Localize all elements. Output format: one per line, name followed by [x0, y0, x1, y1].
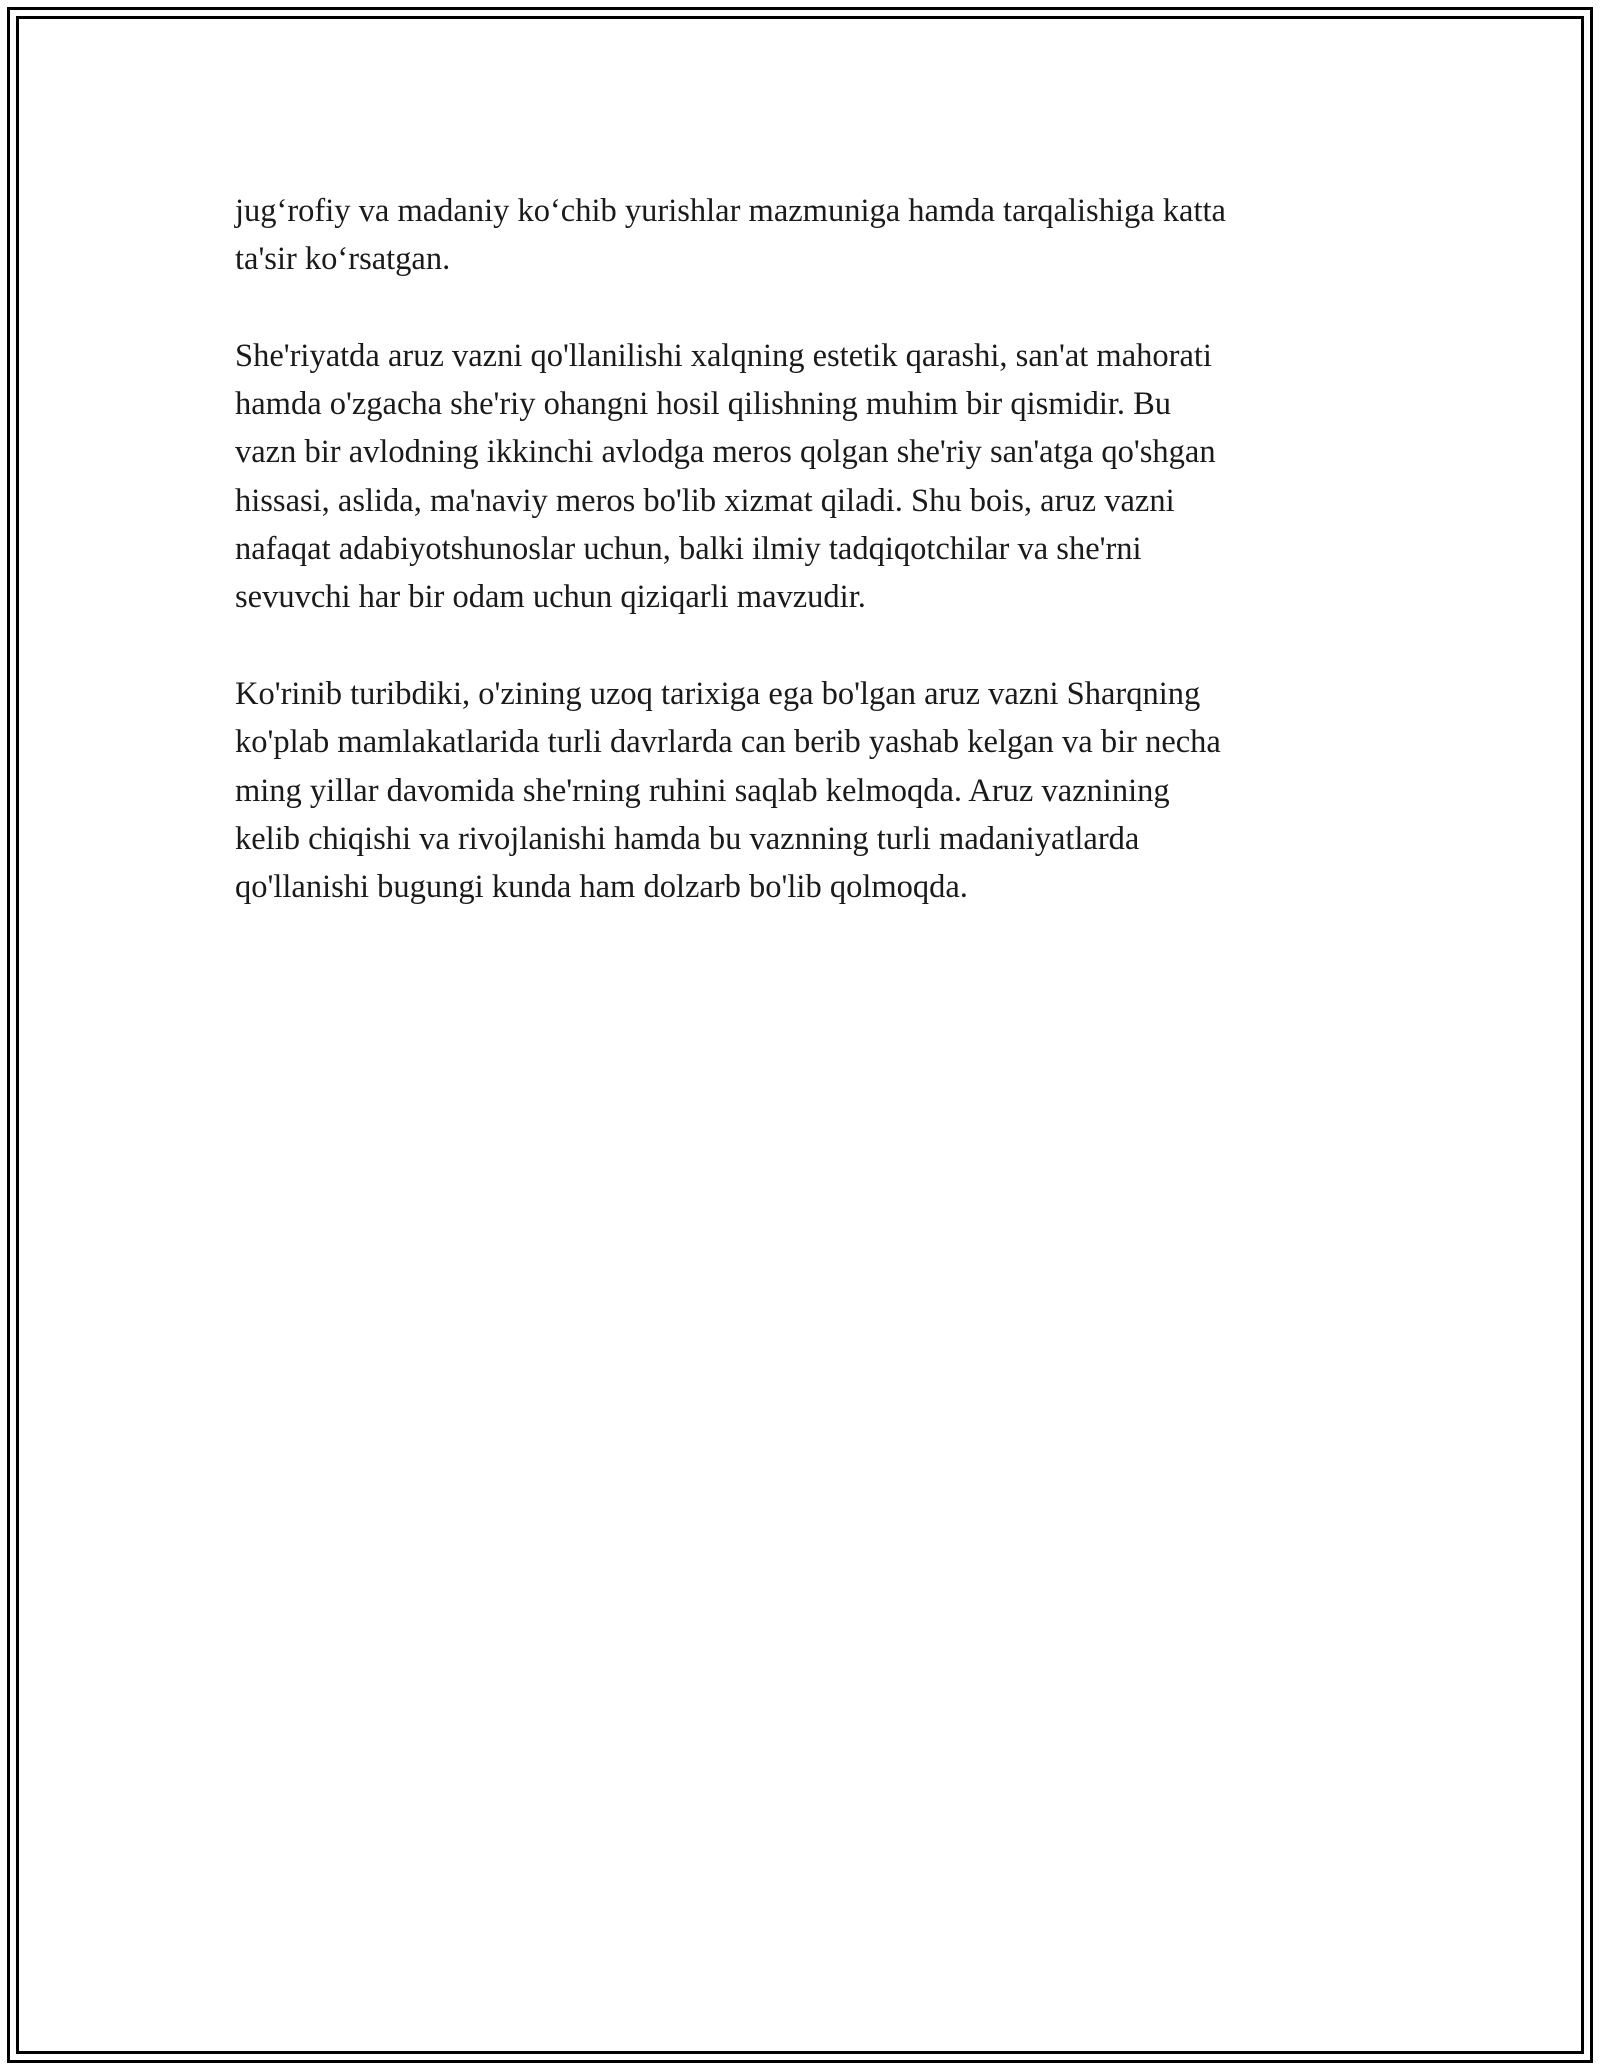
text-line: vazn bir avlodning ikkinchi avlodga meros qolgan she'riy san'atga qo'shgan [235, 434, 1216, 471]
paragraph-3 [235, 670, 1370, 911]
text-line: qo'llanishi bugungi kunda ham dolzarb bo'lib qolmoqda. [235, 869, 968, 906]
text-line: Ko'rinib turibdiki, o'zining uzoq tarixiga ega bo'lgan aruz vazni Sharqning [235, 675, 1201, 712]
text-line: ming yillar davomida she'rning ruhini saqlab kelmoqda. Aruz vaznining [235, 772, 1170, 809]
text-line: ko'plab mamlakatlarida turli davrlarda can berib yashab kelgan va bir necha [235, 724, 1221, 761]
paragraph-2 [235, 332, 1370, 622]
text-line: jug‘rofiy va madaniy ko‘chib yurishlar mazmuniga hamda tarqalishiga katta [235, 193, 1226, 229]
text-line: sevuvchi har bir odam uchun qiziqarli mavzudir. [235, 579, 866, 616]
text-line: hamda o'zgacha she'riy ohangni hosil qilishning muhim bir qismidir. Bu [235, 386, 1172, 423]
text-line: ta'sir ko‘rsatgan. [235, 241, 451, 278]
text-line: hissasi, aslida, ma'naviy meros bo'lib xizmat qiladi. Shu bois, aruz vazni [235, 482, 1175, 519]
paragraph-1 [235, 187, 1370, 284]
document-body [235, 187, 1370, 960]
text-line: She'riyatda aruz vazni qo'llanilishi xalqning estetik qarashi, san'at mahorati [235, 337, 1212, 374]
text-line: kelib chiqishi va rivojlanishi hamda bu vaznning turli madaniyatlarda [235, 820, 1140, 857]
text-line: nafaqat adabiyotshunoslar uchun, balki ilmiy tadqiqotchilar va she'rni [235, 531, 1142, 568]
